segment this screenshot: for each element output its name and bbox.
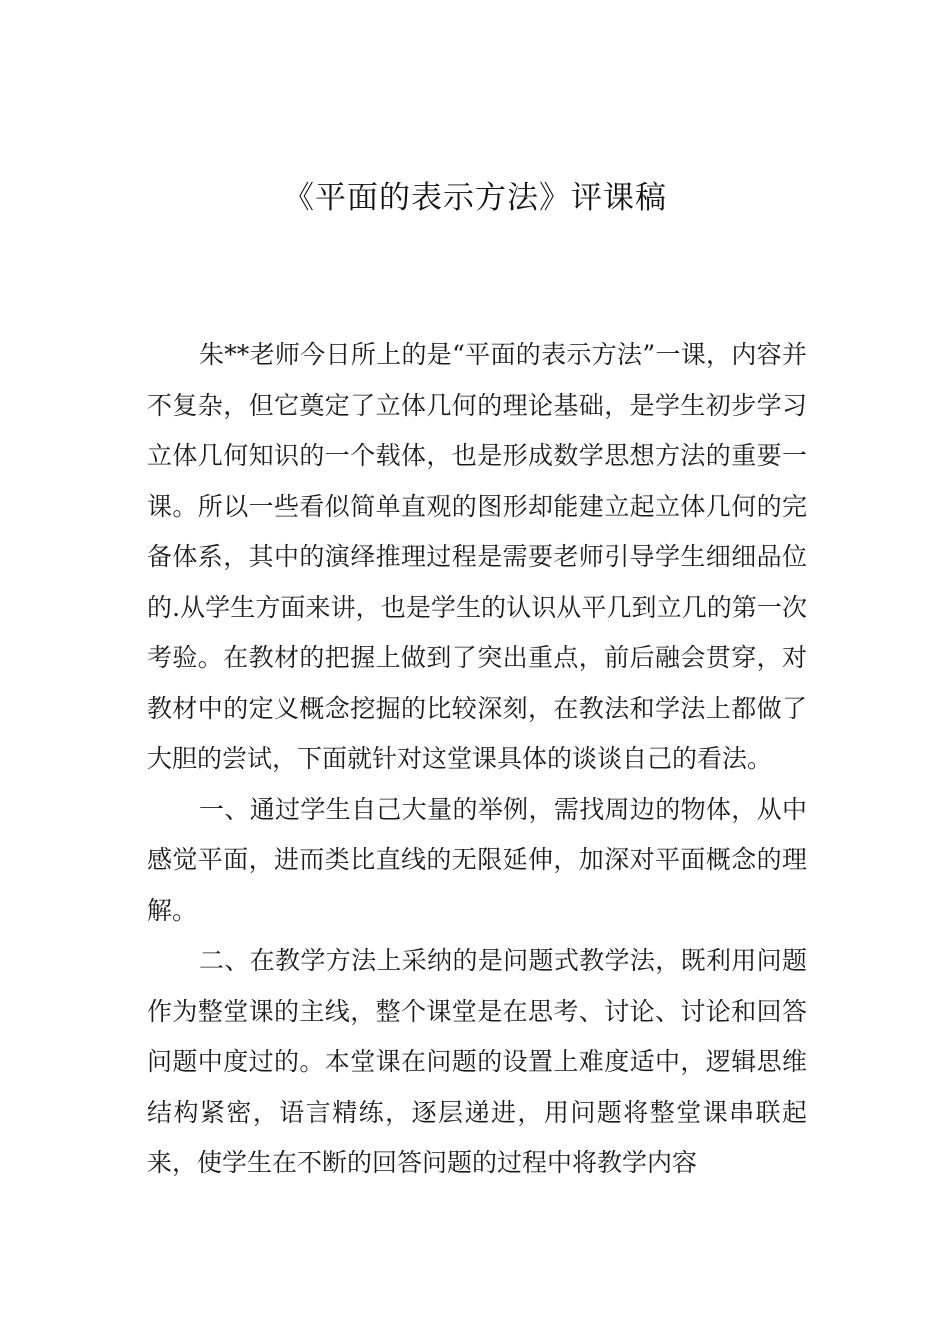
paragraph-point-two: 二、在教学方法上采纳的是问题式教学法，既利用问题作为整堂课的主线，整个课堂是在思考、讨论、讨论和回答问题中度过的。本堂课在问题的设置上难度适中，逻辑思维结构紧密，语言精练，逐层递进，用问题将整堂课串联起来，使学生在不断的回答问题的过程中将教学内容 bbox=[147, 946, 807, 1177]
document-title: 《平面的表示方法》评课稿 bbox=[283, 180, 667, 216]
paragraph-point-one: 一、通过学生自己大量的举例，需找周边的物体，从中感觉平面，进而类比直线的无限延伸，加深对平面概念的理解。 bbox=[147, 794, 807, 925]
paragraph-intro: 朱**老师今日所上的是“平面的表示方法”一课，内容并不复杂，但它奠定了立体几何的理论基础，是学生初步学习立体几何知识的一个载体，也是形成数学思想方法的重要一课。所以一些看似简单直观的图形却能建立起立体几何的完备体系，其中的演绎推理过程是需要老师引导学生细细品位的.从学生方面来讲，也是学生的认识从平几到立几的第一次考验。在教材的把握上做到了突出重点，前后融会贯穿，对教材中的定义概念挖掘的比较深刻，在教法和学法上都做了大胆的尝试，下面就针对这堂课具体的谈谈自己的看法。 bbox=[147, 340, 807, 773]
document-body bbox=[147, 330, 807, 1189]
